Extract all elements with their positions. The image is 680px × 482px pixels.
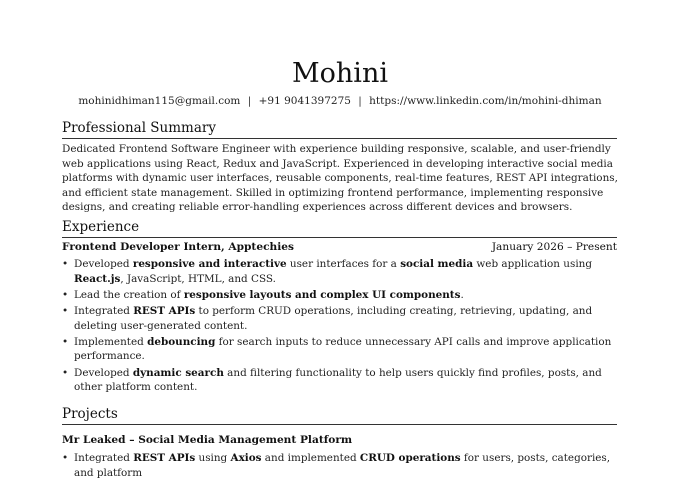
- project-name: Mr Leaked – Social Media Management Platform: [62, 434, 353, 446]
- section-title-summary: Professional Summary: [62, 119, 617, 139]
- bullet-text: Developed: [74, 258, 133, 270]
- list-item: [62, 304, 618, 333]
- bullet-marker: •: [62, 288, 69, 301]
- job-header: [62, 240, 617, 255]
- bullet-bold-text: REST APIs: [133, 304, 196, 317]
- bullet-marker: •: [62, 304, 69, 317]
- bullet-text: and filtering functionality to help users quickly find profiles, posts, and other platform content.: [74, 366, 602, 394]
- linkedin-link[interactable]: https://www.linkedin.com/in/mohini-dhiman: [369, 95, 602, 107]
- contact-separator: |: [247, 95, 252, 107]
- bullet-bold-text: dynamic search: [132, 366, 224, 379]
- bullet-text: , JavaScript, HTML, and CSS.: [120, 272, 276, 285]
- bullet-text: web application using: [473, 258, 592, 270]
- list-item: [62, 288, 618, 303]
- bullet-marker: •: [62, 366, 69, 379]
- bullet-bold-text: Axios: [230, 452, 262, 464]
- section-title-projects: Projects: [62, 405, 617, 425]
- bullet-marker: •: [62, 335, 69, 348]
- bullet-text: for users, posts, categories, and platform: [74, 452, 611, 479]
- job-dates: January 2026 – Present: [491, 241, 617, 253]
- contact-separator: |: [358, 95, 362, 107]
- job-role: Frontend Developer Intern, Apptechies: [62, 241, 294, 253]
- bullet-text: Implemented: [74, 335, 148, 348]
- bullet-marker: •: [62, 452, 69, 464]
- bullet-text: user interfaces for a: [286, 258, 401, 270]
- section-title-experience: Experience: [62, 218, 617, 238]
- bullet-bold-text: debouncing: [147, 335, 216, 348]
- bullet-bold-text: REST APIs: [133, 452, 196, 464]
- contact-line: [0, 93, 680, 109]
- bullet-text: Integrated: [74, 304, 134, 317]
- bullet-marker: •: [62, 258, 69, 270]
- list-item: [62, 451, 618, 480]
- project-header: [62, 433, 617, 448]
- list-item: [62, 366, 618, 395]
- experience-bullets: [62, 257, 618, 396]
- bullet-bold-text: responsive layouts and complex UI components: [183, 288, 461, 301]
- bullet-bold-text: CRUD operations: [359, 452, 461, 464]
- project-bullets: [62, 451, 618, 482]
- candidate-name: Mohini: [292, 58, 388, 89]
- bullet-text: to perform CRUD operations, including creating, retrieving, updating, and deleting user-generated content.: [74, 304, 593, 332]
- bullet-text: and implemented: [261, 452, 360, 464]
- summary-text: Dedicated Frontend Software Engineer with experience building responsive, scalable, and user-friendly web applications using React, Redux and JavaScript. Experienced in developing interactive social media platforms with dynamic user interfaces, reusable components, real-time features, REST API integrations, and efficient state management. Skilled in optimizing frontend performance, implementing responsive designs, and creating reliable error-handling experiences across different devices and browsers.: [62, 143, 618, 214]
- bullet-text: .: [460, 288, 464, 301]
- bullet-text: for search inputs to reduce unnecessary API calls and improve application performance.: [74, 335, 612, 363]
- bullet-text: using: [195, 452, 231, 464]
- bullet-bold-text: social media: [400, 258, 474, 270]
- bullet-text: Lead the creation of: [74, 288, 184, 301]
- list-item: [62, 257, 618, 286]
- email-link[interactable]: mohinidhiman115@gmail.com: [78, 95, 241, 107]
- bullet-text: Integrated: [74, 452, 134, 464]
- phone-number: +91 9041397275: [258, 95, 351, 107]
- bullet-text: Developed: [74, 366, 133, 379]
- list-item: [62, 335, 618, 364]
- bullet-bold-text: responsive and interactive: [132, 258, 287, 270]
- bullet-bold-text: React.js: [74, 272, 121, 285]
